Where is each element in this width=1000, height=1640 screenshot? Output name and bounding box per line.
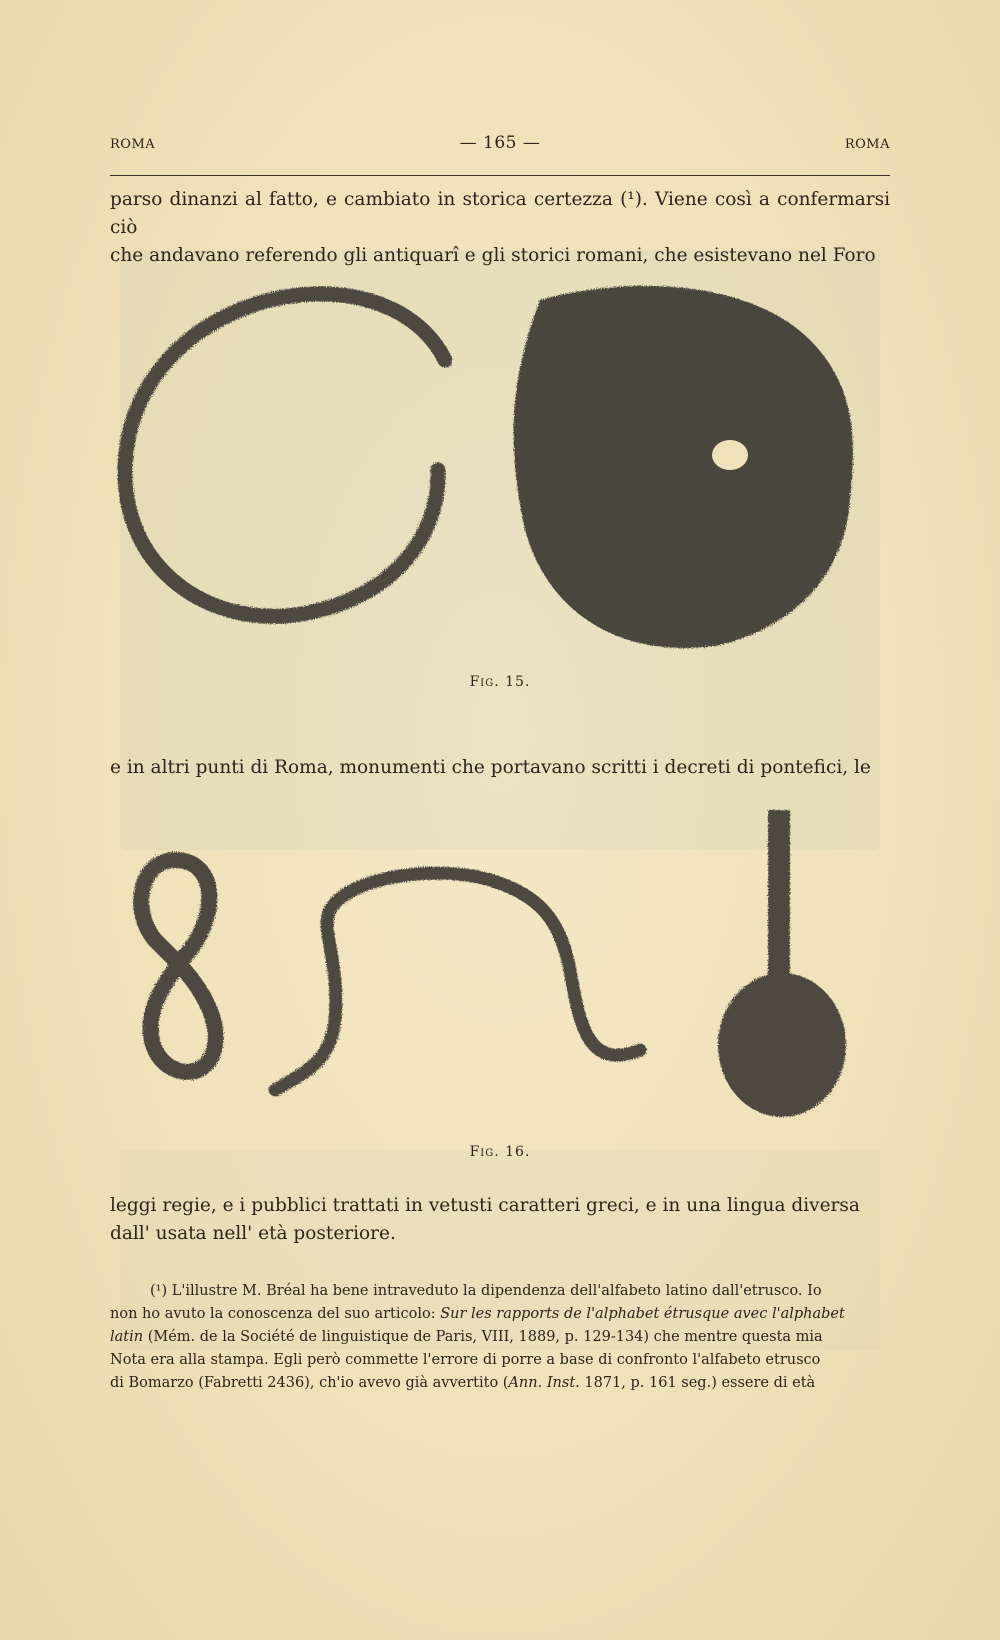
footnote (110, 1280, 890, 1395)
header-rule (110, 175, 890, 176)
figure-16-label: Fig. (469, 1144, 500, 1160)
paragraph-1 (110, 186, 890, 270)
figure-eight-ring (141, 860, 216, 1072)
header-right-title: ROMA (844, 137, 890, 152)
paragraph-1-line-2: che andavano referendo gli antiquarî e gli storici romani, che esistevano nel Foro (110, 245, 876, 266)
footnote-line-3-text: (Mém. de la Société de linguistique de Paris, VIII, 1889, p. 129-134) che mentre questa mia (147, 1329, 823, 1345)
bronze-hook (275, 873, 640, 1090)
footnote-line-5 (110, 1372, 890, 1395)
paragraph-3-line-1: leggi regie, e i pubblici trattati in vetusti caratteri greci, e in una lingua diversa (110, 1195, 860, 1216)
header-left-title: ROMA (110, 137, 156, 152)
footnote-line-5-text: di Bomarzo (Fabretti 2436), ch'io avevo già avvertito ( (110, 1375, 509, 1391)
footnote-line-4: Nota era alla stampa. Egli però commette l'errore di porre a base di confronto l'alfabeto etrusco (110, 1352, 821, 1368)
footnote-line-2 (110, 1303, 890, 1326)
figure-15-caption (0, 674, 1000, 690)
footnote-article-title: Sur les rapports de l'alphabet étrusque avec l'alphabet (440, 1306, 845, 1322)
figure-16-image (110, 800, 890, 1130)
paragraph-2-line-1: e in altri punti di Roma, monumenti che portavano scritti i decreti di pontefici, le (110, 757, 871, 778)
running-header (110, 133, 890, 157)
footnote-article-title-end: latin (110, 1329, 144, 1345)
footnote-journal: Ann. Inst. (508, 1375, 580, 1391)
footnote-line-1-text: L'illustre M. Bréal ha bene intraveduto la dipendenza dell'alfabeto latino dall'etrusco. Io (171, 1283, 822, 1299)
paragraph-3 (110, 1192, 890, 1248)
figure-15-number: 15. (505, 674, 531, 690)
paragraph-3-line-2: dall' usata nell' età posteriore. (110, 1223, 396, 1244)
footnote-line-5-end: 1871, p. 161 seg.) essere di età (584, 1375, 816, 1391)
paragraph-2 (110, 754, 890, 782)
footnote-marker: (¹) (150, 1283, 168, 1299)
footnote-line-2-text: non ho avuto la conoscenza del suo articolo: (110, 1306, 436, 1322)
spoon-bowl (718, 973, 846, 1117)
paragraph-1-line-1: parso dinanzi al fatto, e cambiato in storica certezza (¹). Viene così a confermarsi ciò (110, 189, 890, 238)
perforated-bronze-disc (514, 286, 853, 648)
footnote-line-3 (110, 1326, 890, 1349)
figure-16-number: 16. (505, 1144, 531, 1160)
disc-perforation (712, 440, 748, 470)
figure-16-caption (0, 1144, 1000, 1160)
spoon-handle (768, 810, 790, 985)
bronze-ring-fragment (125, 294, 445, 616)
figure-15-label: Fig. (469, 674, 500, 690)
page-number: — 165 — (459, 133, 541, 153)
footnote-line-1 (110, 1280, 890, 1303)
figure-15-image (110, 270, 890, 690)
